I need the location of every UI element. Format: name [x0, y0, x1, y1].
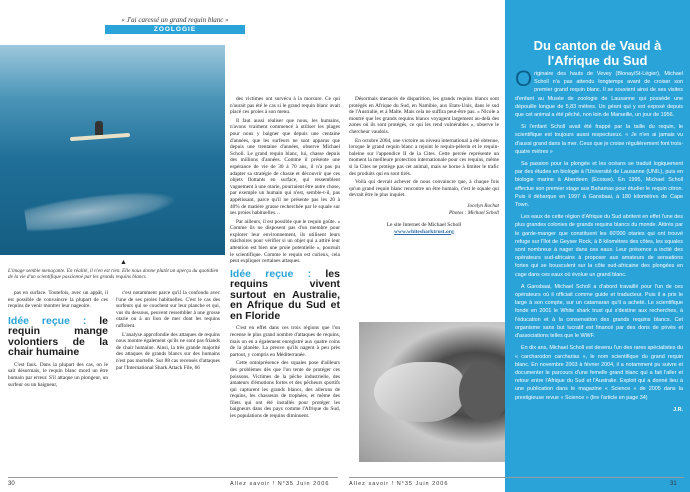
section-label: ZOOLOGIE	[105, 25, 245, 34]
sidebar-initials: J.R.	[673, 406, 683, 413]
diver-head-shape	[459, 362, 505, 422]
col2-paragraph-1: c'est notamment parce qu'il la confondu avec l'une de ses proies habituelles. C'est le cas des surfeurs qui se couchent sur leur planche et qui, vus du dessous, peuvent ressembler à une grosse otarie ou à un lion de mer dont les requins raffolent.	[116, 290, 220, 329]
pull-quote-2-text: les requins vivent surtout en Australie, en Afrique du Sud et en Floride	[230, 267, 340, 322]
footer-rule-left	[8, 477, 338, 478]
photo-credit: Photos : Michael Scholl	[449, 209, 499, 216]
shark-shape	[24, 185, 177, 236]
col3-paragraph-4: C'est en effet dans ces trois régions que l'on recense le plus grand nombre d'attaques de requins, mais on en a également enregistré aux quatre coins de la planète. La preuve qu'ils nagent à peu près partout, y compris en Méditerranée.	[230, 325, 340, 358]
footer-magazine-right: Allez savoir ! N°35 Juin 2006	[349, 481, 449, 487]
sidebar-paragraph-2: Si l'enfant Scholl avait été frappé par la taille du requin, le scientifique est toujours aussi respectueux. « Je n'en ai jamais vu d'aussi grand dans la mer. Ceux que je croise régulièrement font trois-quatre mètres »	[515, 124, 683, 155]
pull-quote-2-lead: Idée reçue :	[230, 267, 312, 280]
caption-arrow-icon: ▲	[120, 258, 127, 266]
page-number-right: 31	[670, 481, 677, 487]
rubric-quote: « J'ai caressé un grand requin blanc »	[121, 16, 229, 24]
col4-paragraph-2: En octobre 2004, une victoire au niveau international a été obtenue, lorsque le grand requin blanc a rejoint le requin-pèlerin et le requin-baleine sur l'appendice II de la Cites. Cette percée représente un moment la meilleure protection internationale pour ces requins, même si la Cites ne protège pas cet animal, mais se borne à limiter le trafic des produits qui en sont tirés.	[349, 137, 499, 177]
col4-paragraph-3: Voilà qui devrait achever de nous convaincre que, à chaque fois qu'un grand requin blanc rencontre un être humain, c'est le squale qui devrait être le plus inquiet.	[349, 179, 499, 199]
col3-paragraph-3: Par ailleurs, il est possible que le requin goûte. « Comme ils ne disposent pas d'un membre pour explorer leur environnement, ils utilisent leurs mâchoires pour vérifier si un objet qui a attiré leur attention est bien une proie potentielle », poursuit le scientifique. Comme le requin est curieux, cela peut expliquer certaines attaques.	[230, 218, 340, 265]
col3-paragraph-2: Il faut aussi réaliser que nous, les humains, n'avons vraiment commencé à utiliser les plages pour nous y baigner que depuis une centaine d'années, que les surfeurs ne sont apparus que depuis une trentaine d'années, observe Michael Scholl. Le grand requin blanc, lui, chasse depuis des millions d'années. Comme il présente une espérance de vie de 30 à 70 ans, il n'a pas pu adapter sa stratégie de chasse et découvrir que ces objets flottants en surface, qui ressemblent vaguement à une otarie, pourraient être autre chose, par exemple un humain qui n'est, semble-t-il, pas appétissant, parce qu'il ne présente pas les 20 à 40% de matière grasse recherchée par le squale sur ses proies habituelles…	[230, 117, 340, 217]
pull-quote-1-lead: Idée reçue :	[8, 314, 87, 327]
sidebar-dropcap: O	[515, 66, 533, 91]
sidebar-paragraph-3: Sa passion pour la plongée et les océans se traduit logiquement par des études en biologie à l'Université de Lausanne (UNIL), puis en biologie marine à Aberdeen (Ecosse). En 1995, Michael Scholl effectue son premier stage aux Bahamas pour étudier le requin citron. Puis il débarque en 1997 à Gansbaai, à 180 kilomètres de Cape Town.	[515, 161, 683, 209]
column-4	[349, 96, 499, 235]
sidebar-paragraph-1: riginaire des hauts de Vevey (Blonay/St-Légier), Michael Scholl n'a pas attendu longtemps avant de croiser son premier grand requin blanc. Il se souvient ainsi de ses visites d'enfant au Musée de zoologie de Lausanne qui possède une dépouille longue de 5,83 mètres. Un géant qui y est exposé depuis que cet animal a été pêché, non loin de Marseille, un jour de 1956.	[515, 71, 683, 119]
sidebar-paragraph-5: A Gansbaai, Michael Scholl a d'abord travaillé pour l'un de ces opérateurs où il officiait comme guide et traducteur. Puis il a pris le large à son compte, sur un catamaran qu'il a acheté. Le scientifique fonde en 2001 le White shark trust qui s'destine aux recherches, à l'éducation et à la conservation des grands requins blancs. Cet organisme sans but lucratif est financé par des dons de privés et d'associations telles que le WWF.	[515, 283, 683, 340]
column-3	[230, 96, 340, 422]
pull-quote-1	[8, 316, 108, 358]
page-number-left: 30	[8, 481, 15, 487]
pull-quote-1-text: le requin mange volontiers de la chair humaine	[8, 314, 108, 359]
sidebar-title: Du canton de Vaud à l'Afrique du Sud	[533, 38, 662, 68]
col2-paragraph-2: L'analyse approfondie des attaques de requins nous montre également qu'ils ne sont pas friands de chair humaine. Ainsi, la très grande majorité des attaques de grands blancs sur des humains n'est pas mortelle. Sur 88 cas recensés d'attaques par l'International Shark Attack File, 66	[116, 331, 220, 371]
column-1	[8, 290, 108, 390]
website-label: Le site Internet de Michael Scholl	[386, 222, 462, 229]
footer-rule-right	[349, 477, 684, 478]
column-2	[116, 290, 220, 373]
website-link[interactable]: www.whitesharktrust.org	[394, 228, 454, 235]
col3-paragraph-5: Cette omniprésence des squales pose d'ailleurs des problèmes dès que l'on tente de protéger ces poissons. Victimes de la pêche industrielle, des amateurs d'émotions fortes et des pêcheurs sportifs qui capturent les grands blancs, des ailerons de requins, les chasseurs de trophées, et même des filets qui ont été installés pour protéger les baigneurs dans des pays comme l'Afrique du Sud, les populations de requins diminuent.	[230, 360, 340, 420]
col1-paragraph-1: pas en surface. Toutefois, avec un appât, il est possible de convaincre la plupart de ces requins de venir montrer leur nageoire.	[8, 290, 108, 310]
col4-paragraph-1: Désormais menacés de disparition, les grands requins blancs sont protégés en Afrique du Sud, en Namibie, aux Etats-Unis, dans le sud de l'Australie, et à Malte. Mais cela ne suffira peut-être pas. « Nicole a montré que les grands requins blancs voyagent largement au-delà des zones où ils sont protégés, ce qui les rend vulnérables », observe le chercheur vaudois.	[349, 96, 499, 135]
col3-paragraph-1: des victimes ont survécu à la morsure. Ce qui n'aurait pas été le cas si le grand requin blanc avait placé ces proies à son menu.	[230, 96, 340, 116]
col1-paragraph-2: C'est faux. Dans la plupart des cas, on le sait désormais, le requin blanc mord un être humain par erreur. S'il attaque un plongeur, un surfeur ou un baigneur,	[8, 361, 108, 388]
diver-photo	[359, 322, 505, 462]
author-signature: Jocelyn Rochat	[467, 202, 499, 209]
shark-fin-shape	[374, 362, 464, 422]
kayak-shark-photo	[0, 45, 225, 255]
right-page	[345, 0, 690, 492]
paddler-shape	[95, 121, 103, 135]
footer-magazine-left: Allez savoir ! N°35 Juin 2006	[230, 481, 330, 487]
sidebar-paragraph-6: En dix ans, Michael Scholl est devenu l'un des rares spécialistes du « carcharodon carcharias », le nom scientifique du grand requin blanc. En novembre 2003 à février 2004, il a notamment pu suivre et documenter le parcours d'une femelle grand blanc qui a fait l'aller et retour entre l'Afrique du Sud et l'Australie. Exploit qui a donné lieu à une publication dans le magazine « Science » de 2005 dans la prestigieuse revue « Science » (lire l'article en page 34)	[515, 345, 683, 401]
pull-quote-2	[230, 269, 340, 322]
photo-caption: L'image semble menaçante. En réalité, il n'en est rien. Elle nous donne plutôt un aperçu du quotidien de la vie d'un scientifique passionné par les grands requins blancs	[8, 268, 219, 281]
sidebar-paragraph-4: Les eaux de cette région d'Afrique du Sud abritent en effet l'une des plus grandes colonies de grands requins blancs du monde. Attirés par le garde-manger que constituent les 60'000 otaries qui ont trouvé refuge sur l'îlot de Geyser Rock, à 8 kilomètres des côtes, les squales sont nombreux à nager dans ces eaux. Leur présence a incité des opérateurs sud-africains à proposer aux amateurs de sensations fortes qui se bousculent sur la côte sud-africaine des plongées en cage dans ces eaux où évolue un grand blanc.	[515, 214, 683, 278]
sidebar-text	[515, 66, 683, 414]
